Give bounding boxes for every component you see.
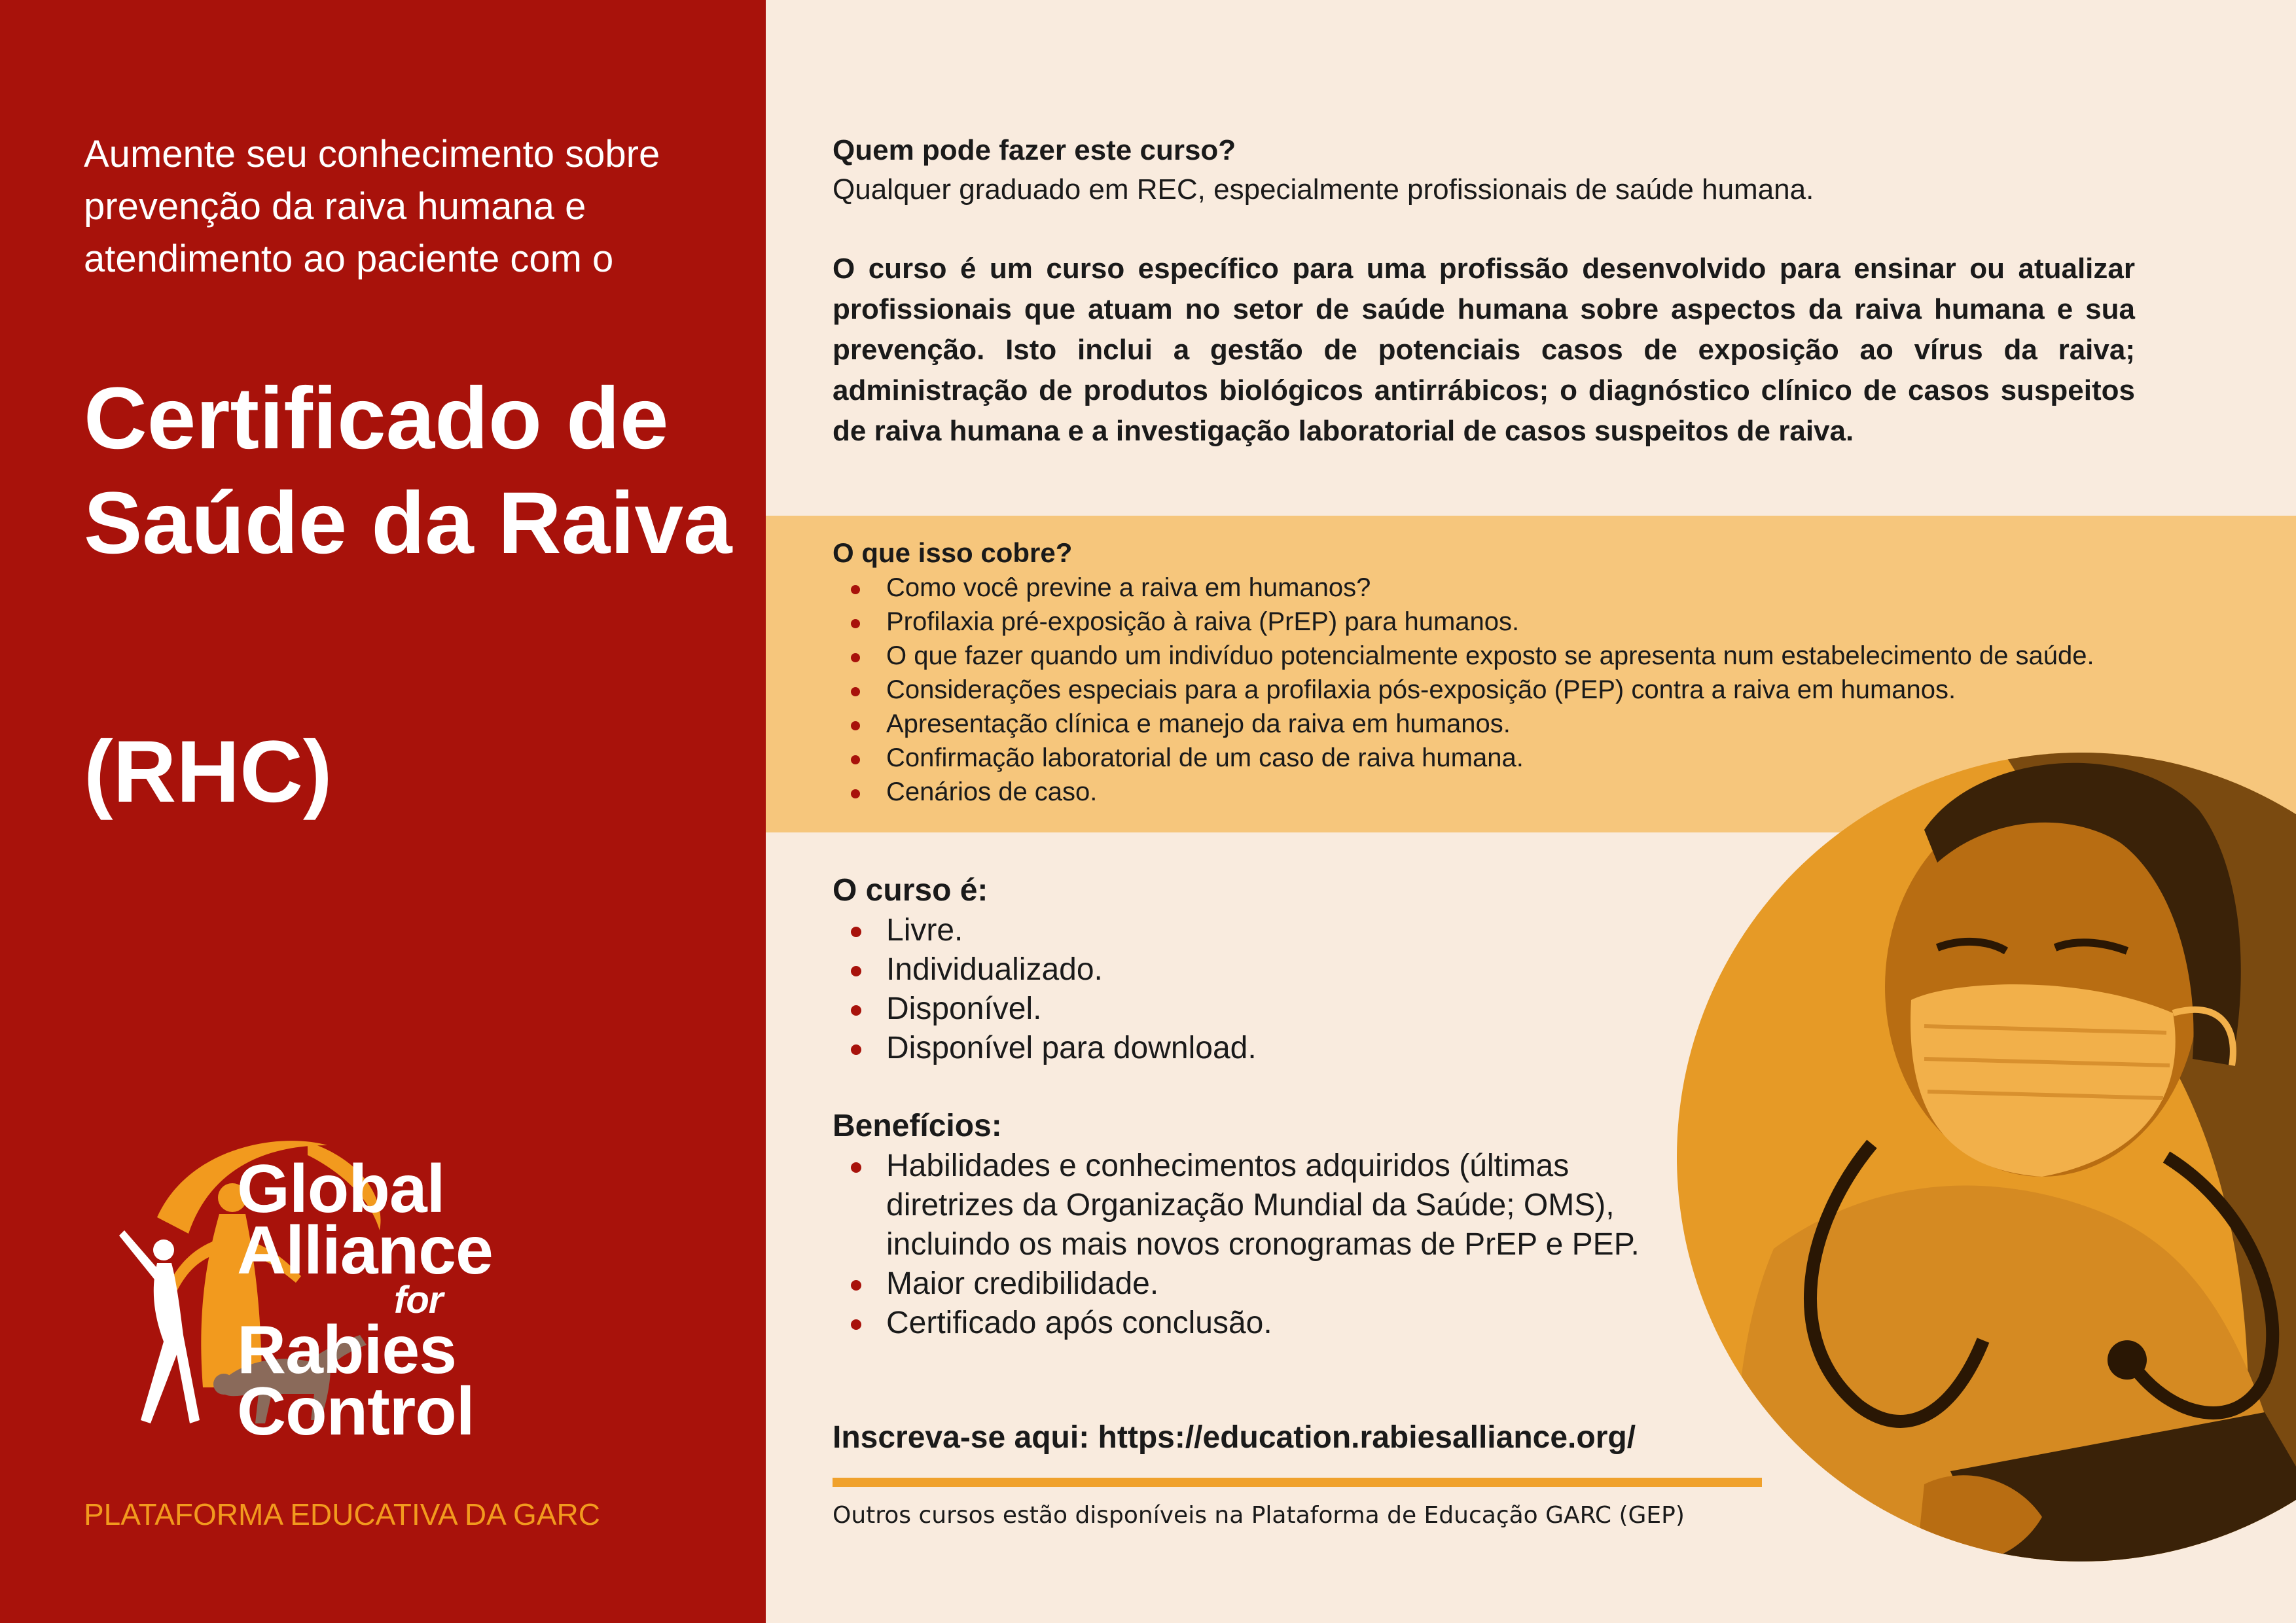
- platform-label: PLATAFORMA EDUCATIVA DA GARC: [84, 1497, 600, 1531]
- logo-line-global: Global: [237, 1151, 445, 1227]
- benefits-list: [833, 1147, 1644, 1343]
- benefits-heading: Benefícios:: [833, 1109, 1002, 1143]
- course-section: [833, 870, 1683, 1343]
- list-item: Considerações especiais para a profilaxia pós-exposição (PEP) contra a raiva em humanos.: [833, 673, 2272, 707]
- list-item: Certificado após conclusão.: [833, 1304, 1644, 1343]
- course-heading: O curso é:: [833, 873, 988, 908]
- list-item: O que fazer quando um indivíduo potencialmente exposto se apresenta num estabelecimento de saúde.: [833, 639, 2272, 673]
- list-item: Como você previne a raiva em humanos?: [833, 571, 2272, 605]
- divider: [833, 1478, 1762, 1487]
- list-item: Cenários de caso.: [833, 775, 2272, 809]
- list-item: Profilaxia pré-exposição à raiva (PrEP) para humanos.: [833, 605, 2272, 639]
- footer-note: Outros cursos estão disponíveis na Plataforma de Educação GARC (GEP): [833, 1502, 1685, 1529]
- list-item: Disponível para download.: [833, 1029, 1683, 1068]
- enroll-label: Inscreva-se aqui:: [833, 1420, 1090, 1455]
- list-item: Confirmação laboratorial de um caso de raiva humana.: [833, 741, 2272, 775]
- covers-heading: O que isso cobre?: [833, 537, 1073, 568]
- who-heading: Quem pode fazer este curso?: [833, 134, 1236, 166]
- logo-line-rabies: Rabies: [237, 1312, 457, 1388]
- list-item: Disponível.: [833, 990, 1683, 1029]
- list-item: Livre.: [833, 911, 1683, 950]
- list-item: Individualizado.: [833, 950, 1683, 990]
- course-list: [833, 911, 1683, 1068]
- list-item: Habilidades e conhecimentos adquiridos (últimas diretrizes da Organização Mundial da Saúde; OMS), incluindo os mais novos cronogramas de PrEP e PEP.: [833, 1147, 1644, 1264]
- course-description: O curso é um curso específico para uma profissão desenvolvido para ensinar ou atualizar profissionais que atuam no setor de saúde humana sobre aspectos da raiva humana e sua prevenção. Isto inclui a gestão de potenciais casos de exposição ao vírus da raiva; administração de produtos biológicos antirrábicos; o diagnóstico clínico de casos suspeitos de raiva humana e a investigação laboratorial de casos suspeitos de raiva.: [833, 253, 2135, 447]
- enroll-line: [833, 1418, 1636, 1458]
- page-title: Certificado de Saúde da Raiva: [84, 370, 732, 572]
- logo-line-for: for: [394, 1279, 443, 1321]
- list-item: Apresentação clínica e manejo da raiva em humanos.: [833, 707, 2272, 741]
- left-panel: [0, 0, 766, 1623]
- logo-line-control: Control: [237, 1374, 475, 1450]
- logo-line-alliance: Alliance: [237, 1213, 493, 1289]
- health-worker-photo: [1676, 751, 2296, 1623]
- garc-logo-wordmark: [237, 1151, 493, 1450]
- who-section: [833, 131, 2135, 452]
- enroll-link[interactable]: https://education.rabiesalliance.org/: [1098, 1420, 1636, 1455]
- list-item: Maior credibilidade.: [833, 1264, 1644, 1304]
- benefits-section: [833, 1106, 1644, 1343]
- title-abbreviation: (RHC): [84, 723, 332, 821]
- who-text: Qualquer graduado em REC, especialmente profissionais de saúde humana.: [833, 173, 1814, 205]
- intro-text: Aumente seu conhecimento sobre prevenção da raiva humana e atendimento ao paciente com o: [84, 133, 660, 280]
